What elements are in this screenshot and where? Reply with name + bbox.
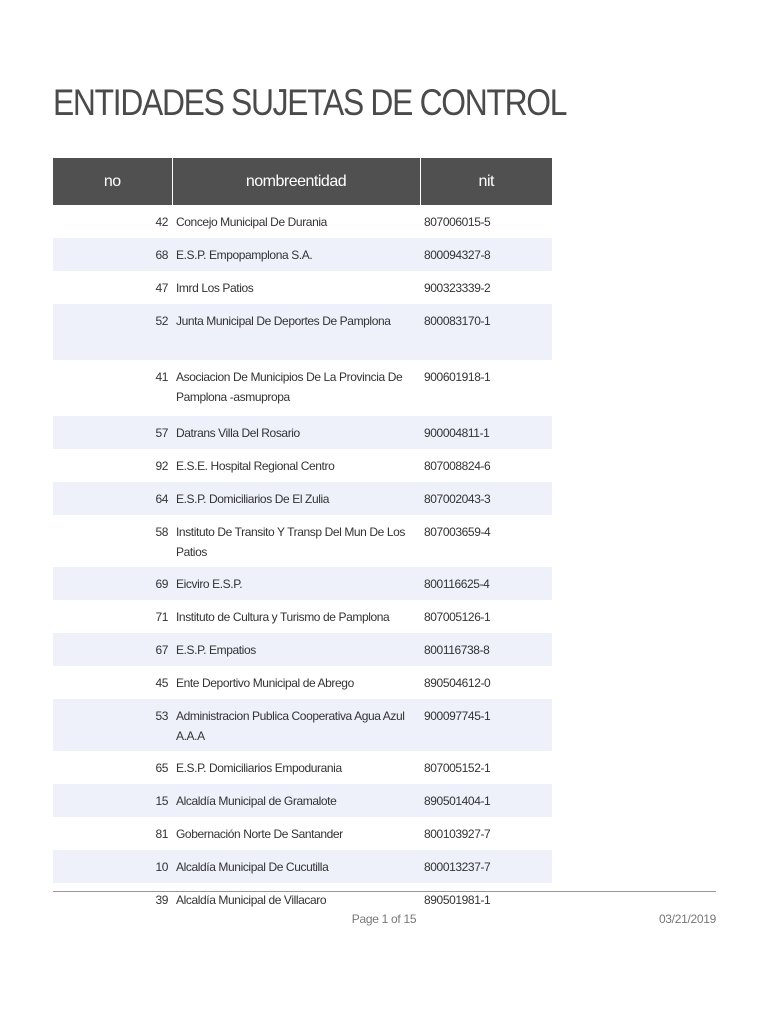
entities-table-container — [53, 158, 552, 916]
cell-nombreentidad: Alcaldía Municipal de Villacaro — [176, 893, 327, 907]
cell-nombreentidad: Junta Municipal De Deportes De Pamplona — [172, 304, 420, 360]
cell-nit: 807003659-4 — [424, 525, 491, 539]
cell-nombreentidad: Datrans Villa Del Rosario — [172, 416, 420, 449]
column-header-nit: nit — [420, 158, 552, 205]
cell-no: 41 — [155, 370, 168, 384]
cell-no: 57 — [53, 416, 172, 449]
cell-nit: 800013237-7 — [420, 850, 552, 883]
cell-nit: 900097745-1 — [420, 699, 552, 751]
cell-nombreentidad: Alcaldía Municipal de Gramalote — [172, 784, 420, 817]
table-row — [53, 360, 552, 416]
table-row — [53, 567, 552, 600]
cell-no: 81 — [155, 827, 168, 841]
cell-no: 47 — [155, 281, 168, 295]
page-title: ENTIDADES SUJETAS DE CONTROL — [53, 82, 567, 123]
table-row — [53, 666, 552, 699]
cell-nombreentidad: Instituto de Cultura y Turismo de Pamplona — [176, 610, 390, 624]
table-row — [53, 850, 552, 883]
cell-nit: 800094327-8 — [420, 238, 552, 271]
cell-nombreentidad: E.S.P. Empopamplona S.A. — [172, 238, 420, 271]
cell-nombreentidad: Ente Deportivo Municipal de Abrego — [176, 676, 354, 690]
cell-nombreentidad: Eicviro E.S.P. — [172, 567, 420, 600]
table-row — [53, 482, 552, 515]
cell-nit: 890501404-1 — [420, 784, 552, 817]
table-row — [53, 633, 552, 666]
cell-no: 53 — [53, 699, 172, 751]
column-header-no: no — [53, 158, 172, 205]
table-row — [53, 271, 552, 304]
cell-nit: 890504612-0 — [424, 676, 491, 690]
table-row — [53, 238, 552, 271]
cell-no: 92 — [155, 459, 168, 473]
cell-nit: 900004811-1 — [420, 416, 552, 449]
table-header — [53, 158, 552, 205]
cell-nit: 807005126-1 — [424, 610, 491, 624]
footer-divider — [53, 891, 716, 892]
cell-no: 68 — [53, 238, 172, 271]
cell-nit: 807008824-6 — [424, 459, 491, 473]
cell-nombreentidad: Instituto De Transito Y Transp Del Mun De Los Patios — [176, 525, 406, 559]
page-number: Page 1 of 15 — [351, 912, 417, 926]
cell-no: 67 — [53, 633, 172, 666]
cell-no: 58 — [155, 525, 168, 539]
cell-no: 69 — [53, 567, 172, 600]
cell-no: 65 — [155, 761, 168, 775]
footer-date: 03/21/2019 — [658, 912, 716, 926]
column-header-nombreentidad: nombreentidad — [172, 158, 420, 205]
cell-no: 45 — [155, 676, 168, 690]
table-row — [53, 600, 552, 633]
table-row — [53, 304, 552, 360]
cell-nit: 807002043-3 — [420, 482, 552, 515]
header-row — [53, 158, 552, 205]
entities-table — [53, 158, 552, 916]
cell-nombreentidad: Imrd Los Patios — [176, 281, 254, 295]
table-row — [53, 817, 552, 850]
cell-nombreentidad: Concejo Municipal De Durania — [176, 215, 327, 229]
cell-nombreentidad: E.S.P. Domiciliarios Empodurania — [176, 761, 342, 775]
cell-no: 39 — [155, 893, 168, 907]
cell-nit: 800083170-1 — [420, 304, 552, 360]
cell-nombreentidad: Asociacion De Municipios De La Provincia De Pamplona -asmupropa — [176, 370, 403, 404]
cell-nit: 800116738-8 — [420, 633, 552, 666]
cell-nit: 900601918-1 — [424, 370, 491, 384]
table-row — [53, 699, 552, 751]
cell-no: 42 — [155, 215, 168, 229]
cell-nombreentidad: Administracion Publica Cooperativa Agua Azul A.A.A — [172, 699, 420, 751]
cell-nit: 807006015-5 — [424, 215, 491, 229]
table-row — [53, 515, 552, 567]
cell-no: 15 — [53, 784, 172, 817]
cell-nombreentidad: Alcaldía Municipal De Cucutilla — [172, 850, 420, 883]
table-row — [53, 205, 552, 238]
cell-nit: 807005152-1 — [424, 761, 491, 775]
cell-nit: 800103927-7 — [424, 827, 491, 841]
cell-no: 64 — [53, 482, 172, 515]
cell-nit: 800116625-4 — [420, 567, 552, 600]
table-body — [53, 205, 552, 916]
cell-no: 52 — [53, 304, 172, 360]
cell-nit: 900323339-2 — [424, 281, 491, 295]
cell-nombreentidad: Gobernación Norte De Santander — [176, 827, 343, 841]
cell-nombreentidad: E.S.E. Hospital Regional Centro — [176, 459, 335, 473]
table-row — [53, 784, 552, 817]
cell-nit: 890501981-1 — [424, 893, 491, 907]
cell-nombreentidad: E.S.P. Domiciliarios De El Zulia — [172, 482, 420, 515]
cell-no: 10 — [53, 850, 172, 883]
table-row — [53, 416, 552, 449]
table-row — [53, 449, 552, 482]
cell-no: 71 — [155, 610, 168, 624]
cell-nombreentidad: E.S.P. Empatios — [172, 633, 420, 666]
table-row — [53, 751, 552, 784]
